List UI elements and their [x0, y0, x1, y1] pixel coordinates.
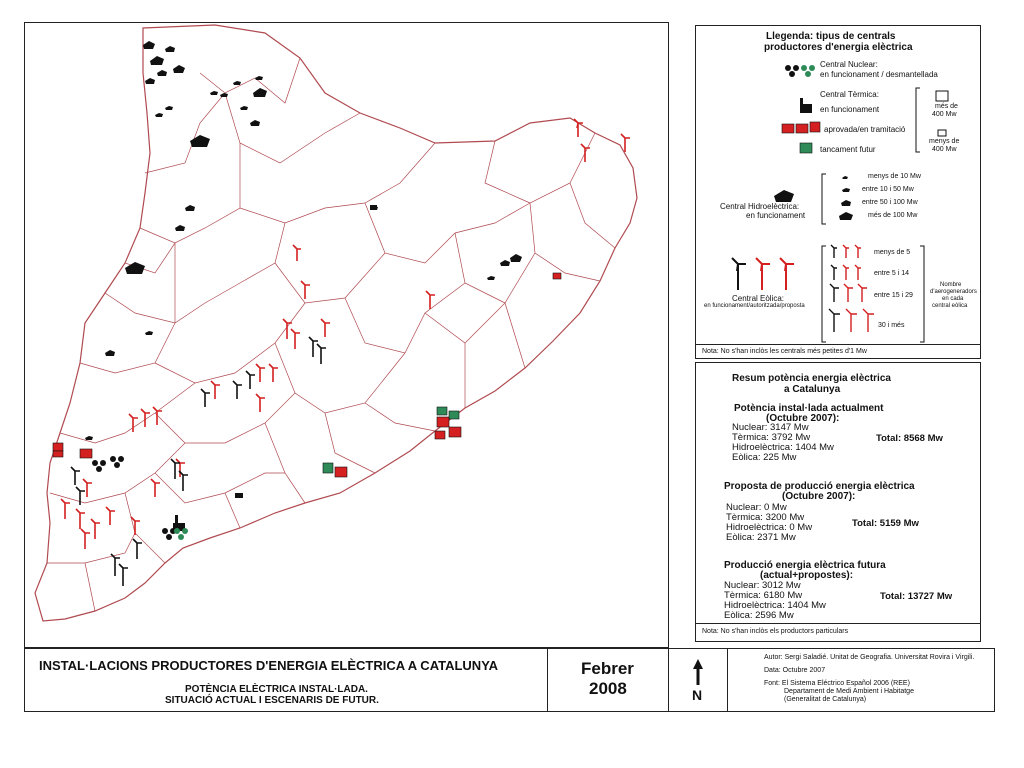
- legend-hydro-size-2: entre 50 i 100 Mw: [862, 199, 918, 206]
- legend-wind-label1: Central Eòlica:: [732, 294, 785, 303]
- installed-line-1: Tèrmica: 3792 Mw: [732, 432, 811, 443]
- subtitle-line2: SITUACIÓ ACTUAL I ESCENARIS DE FUTUR.: [165, 695, 379, 706]
- proposal-title2: (Octubre 2007):: [782, 491, 856, 502]
- legend-wind-label2: en funcionament/autoritzada/proposta: [704, 303, 805, 309]
- north-arrow-icon: [669, 649, 728, 713]
- future-line-2: Hidroelèctrica: 1404 Mw: [724, 600, 826, 611]
- installed-total: Total: 8568 Mw: [876, 433, 943, 444]
- hydro-icon: [774, 190, 794, 202]
- date-year: 2008: [589, 679, 627, 698]
- legend-wind-note4: central eòlica: [932, 303, 968, 309]
- wind-size-bracket-right: [920, 246, 924, 342]
- installed-lines: [732, 423, 834, 463]
- proposal-line-1: Tèrmica: 3200 Mw: [726, 512, 805, 523]
- date-month: Febrer: [581, 659, 634, 678]
- legend-thermal-label: Central Tèrmica:: [820, 90, 879, 99]
- wind-size-icons: [829, 245, 874, 332]
- future-title1: Producció energia elèctrica futura: [724, 560, 886, 571]
- proposal-line-2: Hidroelèctrica: 0 Mw: [726, 522, 813, 533]
- credits-source1: Font: El Sistema Eléctrico Español 2006 (REE): [764, 680, 910, 687]
- main-title: INSTAL·LACIONS PRODUCTORES D'ENERGIA ELÈCTRICA A CATALUNYA: [39, 658, 499, 673]
- title-block: [24, 648, 995, 712]
- summary-title2: a Catalunya: [784, 384, 841, 395]
- legend-hydro-size-1: entre 10 i 50 Mw: [862, 186, 914, 193]
- credits-source3: (Generalitat de Catalunya): [784, 696, 867, 703]
- legend-hydro-label2: en funcionament: [746, 211, 806, 220]
- hydro-size-bracket: [822, 174, 826, 224]
- north-label: N: [692, 687, 703, 703]
- nuclear-icon: [785, 65, 799, 77]
- hydro-size-icons: [839, 176, 853, 220]
- wind-size-bracket: [822, 246, 826, 342]
- catalonia-outline: [35, 25, 637, 621]
- legend-thermal-large1: més de: [935, 103, 958, 110]
- future-line-3: Eòlica: 2596 Mw: [724, 610, 794, 621]
- legend-panel: [695, 25, 981, 359]
- legend-divider: [696, 344, 980, 345]
- legend-wind-size-0: menys de 5: [874, 249, 911, 256]
- credits-author: Autor: Sergi Saladié. Unitat de Geografia. Universitat Rovira i Virgili.: [764, 654, 975, 661]
- future-total: Total: 13727 Mw: [880, 591, 953, 602]
- legend-note: Nota: No s'han inclòs les centrals més petites d'1 Mw: [702, 348, 867, 355]
- map-frame: [24, 22, 669, 648]
- legend-hydro-size-0: menys de 10 Mw: [868, 173, 921, 180]
- summary-divider: [696, 623, 980, 624]
- nuclear-decommissioned-icon: [801, 65, 815, 77]
- proposal-line-0: Nuclear: 0 Mw: [726, 502, 787, 513]
- legend-wind-size-2: entre 15 i 29: [874, 292, 913, 299]
- legend-title-line2: productores d'energia elèctrica: [764, 42, 913, 53]
- legend-hydro-label1: Central Hidroelèctrica:: [720, 202, 800, 211]
- installed-line-0: Nuclear: 3147 Mw: [732, 422, 809, 433]
- thermal-approved-icon: [782, 122, 820, 133]
- date-cell: [548, 649, 669, 711]
- subtitle-line1: POTÈNCIA ELÈCTRICA INSTAL·LADA.: [185, 684, 368, 695]
- summary-note: Nota: No s'han inclòs els productors particulars: [702, 628, 849, 635]
- thermal-size-bracket: [916, 88, 920, 152]
- legend-thermal-operating: en funcionament: [820, 105, 880, 114]
- thermal-closing-icon: [800, 143, 812, 153]
- installed-title2: (Octubre 2007):: [766, 413, 840, 424]
- legend-wind-note1: Nombre: [940, 282, 962, 288]
- credits-cell: [728, 649, 996, 711]
- legend-wind-note2: d'aerogeneradors: [930, 289, 977, 295]
- installed-line-2: Hidroelèctrica: 1404 Mw: [732, 442, 834, 453]
- legend-thermal-large2: 400 Mw: [932, 111, 957, 118]
- legend-wind-note3: en cada: [942, 296, 964, 302]
- thermal-operating-icon: [800, 98, 812, 113]
- catalonia-map: [25, 23, 670, 649]
- legend-title-line1: Llegenda: tipus de centrals: [766, 31, 896, 42]
- proposal-title1: Proposta de producció energia elèctrica: [724, 481, 915, 492]
- legend-wind-size-3: 30 i més: [878, 322, 905, 329]
- legend-wind-size-1: entre 5 i 14: [874, 270, 910, 277]
- installed-line-3: Eòlica: 225 Mw: [732, 452, 797, 463]
- future-line-1: Tèrmica: 6180 Mw: [724, 590, 803, 601]
- thermal-large-icon: [936, 91, 948, 101]
- legend-thermal-small1: menys de: [929, 138, 960, 145]
- legend-thermal-closing: tancament futur: [820, 145, 876, 154]
- credits-source2: Departament de Medi Ambient i Habitatge: [784, 688, 914, 695]
- legend-thermal-approved: aprovada/en tramitació: [824, 125, 906, 134]
- summary-panel: [695, 362, 981, 642]
- legend-thermal-small2: 400 Mw: [932, 146, 957, 153]
- proposal-lines: [726, 503, 812, 543]
- comarca-boundaries: [47, 58, 615, 611]
- wind-legend-icons: [732, 258, 794, 290]
- proposal-line-3: Eòlica: 2371 Mw: [726, 532, 796, 543]
- future-title2: (actual+propostes):: [760, 570, 854, 581]
- summary-title1: Resum potència energia elèctrica: [732, 373, 891, 384]
- proposal-total: Total: 5159 Mw: [852, 518, 919, 529]
- future-lines: [724, 581, 826, 621]
- credits-date: Data: Octubre 2007: [764, 667, 826, 674]
- thermal-approved-plants: [53, 273, 561, 477]
- legend-hydro-size-3: més de 100 Mw: [868, 212, 918, 219]
- future-line-0: Nuclear: 3012 Mw: [724, 580, 801, 591]
- title-cell: [25, 649, 548, 711]
- thermal-small-icon: [938, 130, 946, 136]
- legend-nuclear-label2: en funcionament / desmantellada: [820, 70, 938, 79]
- legend-nuclear-label1: Central Nuclear:: [820, 60, 878, 69]
- north-cell: [669, 649, 728, 711]
- installed-title1: Potència instal·lada actualment: [734, 403, 884, 414]
